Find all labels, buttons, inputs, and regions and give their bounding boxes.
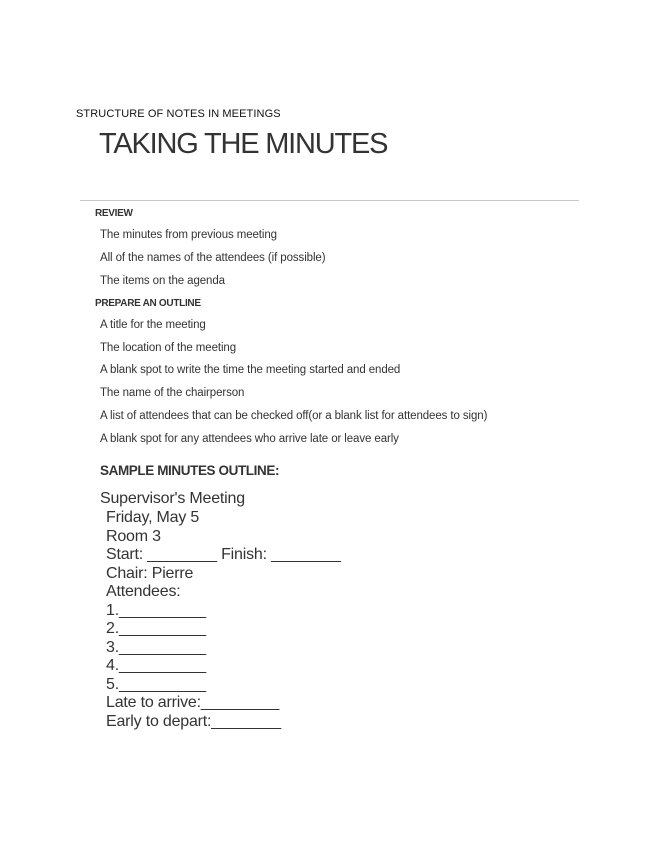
outline-attendees-label: Attendees: [106, 583, 181, 600]
page-title: TAKING THE MINUTES [99, 128, 388, 160]
prepare-item: A blank spot to write the time the meeting started and ended [100, 364, 401, 376]
document-header: STRUCTURE OF NOTES IN MEETINGS [76, 108, 281, 120]
outline-chair: Chair: Pierre [106, 565, 194, 582]
prepare-item: The location of the meeting [100, 342, 237, 354]
outline-attendee-slot: 2.__________ [106, 620, 206, 637]
outline-start-finish: Start: ________ Finish: ________ [106, 546, 341, 563]
outline-room: Room 3 [106, 528, 161, 545]
sample-heading: SAMPLE MINUTES OUTLINE: [100, 463, 280, 478]
outline-attendee-slot: 5.__________ [106, 676, 206, 693]
outline-late-arrival: Late to arrive:_________ [106, 694, 280, 711]
prepare-item: A list of attendees that can be checked off(or a blank list for attendees to sign) [100, 410, 488, 422]
divider [80, 200, 579, 201]
review-item: The minutes from previous meeting [100, 229, 277, 241]
outline-attendee-slot: 4.__________ [106, 657, 206, 674]
prepare-item: A blank spot for any attendees who arrive late or leave early [100, 433, 399, 445]
outline-early-departure: Early to depart:________ [106, 713, 281, 730]
outline-meeting-name: Supervisor's Meeting [100, 490, 245, 507]
review-item: All of the names of the attendees (if possible) [100, 252, 326, 264]
outline-date: Friday, May 5 [106, 509, 200, 526]
prepare-item: The name of the chairperson [100, 387, 245, 399]
prepare-item: A title for the meeting [100, 319, 206, 331]
outline-attendee-slot: 1.__________ [106, 602, 206, 619]
review-heading: REVIEW [95, 208, 133, 219]
outline-attendee-slot: 3.__________ [106, 639, 206, 656]
prepare-heading: PREPARE AN OUTLINE [95, 298, 201, 309]
review-item: The items on the agenda [100, 275, 225, 287]
